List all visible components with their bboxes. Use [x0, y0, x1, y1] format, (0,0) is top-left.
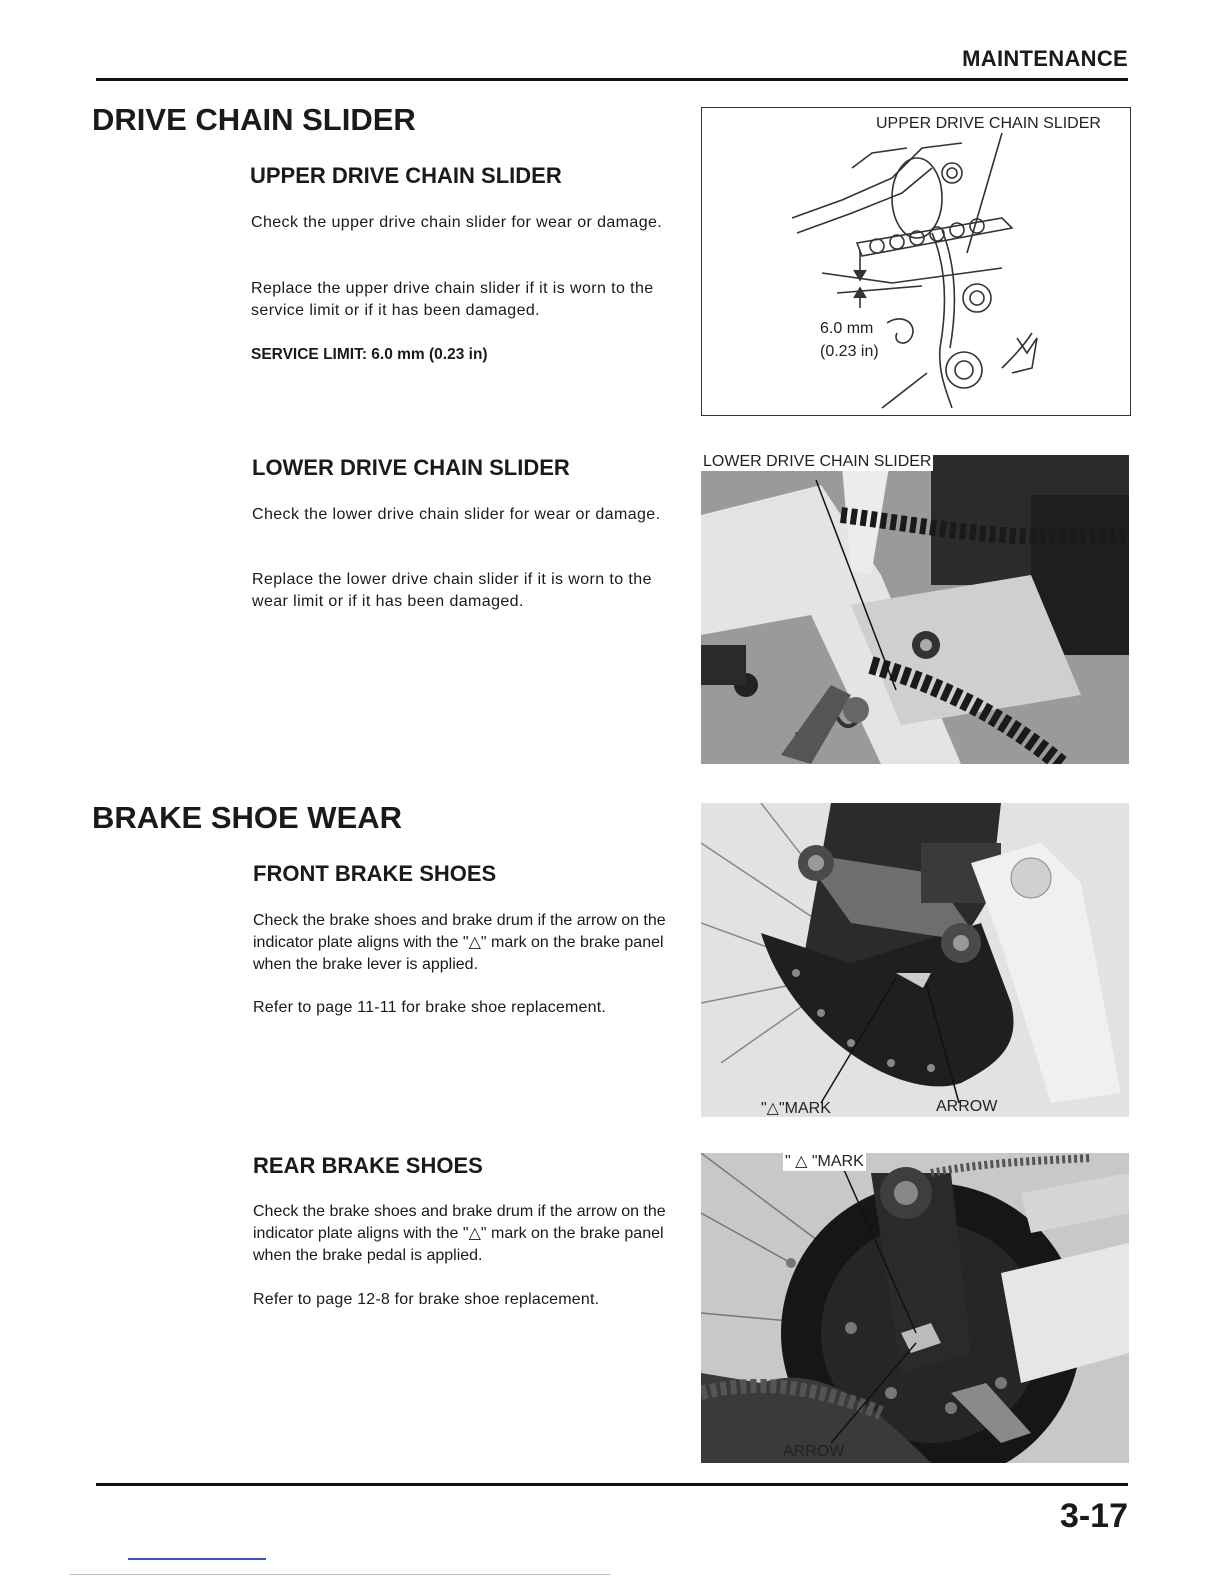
front-brake-refer-text: Refer to page 11-11 for brake shoe replacement.	[253, 999, 607, 1016]
footer-link-underline	[128, 1558, 266, 1560]
upper-slider-figure-label: UPPER DRIVE CHAIN SLIDER	[876, 115, 1101, 132]
heading-upper-drive-chain-slider: UPPER DRIVE CHAIN SLIDER	[250, 163, 562, 188]
rear-brake-photo-drawing	[701, 1153, 1129, 1463]
upper-slider-line-drawing	[702, 108, 1130, 415]
lower-slider-photo-drawing	[701, 455, 1129, 764]
heading-lower-drive-chain-slider: LOWER DRIVE CHAIN SLIDER	[252, 455, 570, 480]
upper-slider-check-text: Check the upper drive chain slider for wear or damage.	[251, 214, 663, 231]
lower-drive-chain-slider-photo	[701, 455, 1129, 764]
section-title-drive-chain-slider: DRIVE CHAIN SLIDER	[92, 102, 416, 137]
lower-slider-replace-text: Replace the lower drive chain slider if it is worn to the wear limit or if it has been damaged.	[252, 571, 652, 610]
lower-slider-check-text: Check the lower drive chain slider for wear or damage.	[252, 506, 661, 523]
footer-rule	[96, 1483, 1128, 1486]
section-title-brake-shoe-wear: BRAKE SHOE WEAR	[92, 800, 403, 835]
lower-slider-figure-label: LOWER DRIVE CHAIN SLIDER	[703, 455, 932, 470]
heading-rear-brake-shoes: REAR BRAKE SHOES	[253, 1153, 483, 1178]
service-limit-text: SERVICE LIMIT: 6.0 mm (0.23 in)	[251, 346, 488, 363]
rear-brake-arrow-label: ARROW	[783, 1443, 845, 1460]
rear-brake-shoes-photo	[701, 1153, 1129, 1463]
front-brake-photo-drawing	[701, 803, 1129, 1117]
upper-slider-replace-text: Replace the upper drive chain slider if it is worn to the service limit or if it has been damaged.	[251, 280, 654, 319]
upper-slider-dimension-mm: 6.0 mm	[820, 320, 874, 337]
heading-front-brake-shoes: FRONT BRAKE SHOES	[253, 861, 497, 886]
page-number: 3-17	[1059, 1497, 1128, 1535]
rear-brake-refer-text: Refer to page 12-8 for brake shoe replacement.	[253, 1291, 600, 1308]
footer-hairline	[70, 1574, 610, 1575]
rear-brake-check-text: Check the brake shoes and brake drum if the arrow on the indicator plate aligns with the "△" mark on the brake panel when the brake pedal is applied.	[253, 1203, 666, 1264]
upper-slider-dimension-in: (0.23 in)	[820, 343, 879, 360]
front-brake-mark-label: "△"MARK	[761, 1100, 831, 1117]
front-brake-arrow-label: ARROW	[936, 1098, 998, 1115]
front-brake-shoes-photo	[701, 803, 1129, 1117]
header-rule	[96, 78, 1128, 81]
front-brake-check-text: Check the brake shoes and brake drum if the arrow on the indicator plate aligns with the "△" mark on the brake panel when the brake lever is applied.	[253, 912, 666, 973]
rear-brake-mark-label: " △ "MARK	[785, 1153, 864, 1170]
running-header: MAINTENANCE	[962, 46, 1128, 71]
upper-drive-chain-slider-figure	[701, 107, 1131, 416]
